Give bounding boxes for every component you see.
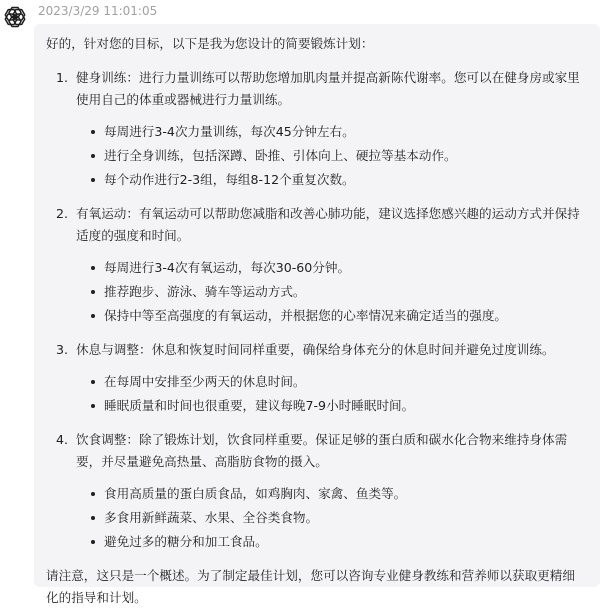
bullet-item: 进行全身训练，包括深蹲、卧推、引体向上、硬拉等基本动作。: [68, 145, 586, 167]
bullet-item: 每个动作进行2-3组，每组8-12个重复次数。: [68, 169, 586, 191]
plan-item-bullets: [68, 121, 586, 191]
plan-item-text: 健身训练：进行力量训练可以帮助您增加肌肉量并提高新陈代谢率。您可以在健身房或家里使用自己的体重或器械进行力量训练。: [76, 70, 580, 107]
bullet-item: 多食用新鲜蔬菜、水果、全谷类食物。: [68, 507, 586, 529]
plan-item-number: 3.: [56, 342, 69, 357]
bullet-item: 避免过多的糖分和加工食品。: [68, 531, 586, 553]
plan-item-number: 4.: [56, 432, 69, 447]
plan-item-text: 休息与调整：休息和恢复时间同样重要，确保给身体充分的休息时间并避免过度训练。: [76, 342, 555, 357]
plan-item: [46, 339, 586, 417]
message-intro: 好的，针对您的目标，以下是我为您设计的简要锻炼计划：: [46, 36, 374, 51]
plan-item-bullets: [68, 257, 586, 327]
plan-item-number: 1.: [56, 70, 69, 85]
plan-item: [46, 67, 586, 191]
bullet-item: 保持中等至高强度的有氧运动，并根据您的心率情况来确定适当的强度。: [68, 305, 586, 327]
plan-item-text: 有氧运动：有氧运动可以帮助您减脂和改善心肺功能，建议选择您感兴趣的运动方式并保持适度的强度和时间。: [76, 206, 580, 243]
bullet-item: 每周进行3-4次有氧运动，每次30-60分钟。: [68, 257, 586, 279]
assistant-message-bubble: [34, 24, 600, 605]
plan-item-bullets: [68, 371, 586, 417]
plan-item: [46, 203, 586, 327]
bullet-item: 睡眠质量和时间也很重要，建议每晚7-9小时睡眠时间。: [68, 395, 586, 417]
bullet-item: 在每周中安排至少两天的休息时间。: [68, 371, 586, 393]
plan-item: [46, 429, 586, 553]
bullet-item: 食用高质量的蛋白质食品，如鸡胸肉、家禽、鱼类等。: [68, 483, 586, 505]
plan-item-number: 2.: [56, 206, 69, 221]
plan-item-bullets: [68, 483, 586, 553]
message-timestamp: 2023/3/29 11:01:05: [38, 4, 158, 18]
bullet-item: 每周进行3-4次力量训练，每次45分钟左右。: [68, 121, 586, 143]
bullet-item: 推荐跑步、游泳、骑车等运动方式。: [68, 281, 586, 303]
plan-list: [46, 67, 586, 553]
message-outro: 请注意，这只是一个概述。为了制定最佳计划，您可以咨询专业健身教练和营养师以获取更精细化的指导和计划。: [46, 568, 575, 605]
openai-logo-icon: [2, 4, 28, 30]
plan-item-text: 饮食调整：除了锻炼计划，饮食同样重要。保证足够的蛋白质和碳水化合物来维持身体需要，并尽量避免高热量、高脂肪食物的摄入。: [76, 432, 568, 469]
